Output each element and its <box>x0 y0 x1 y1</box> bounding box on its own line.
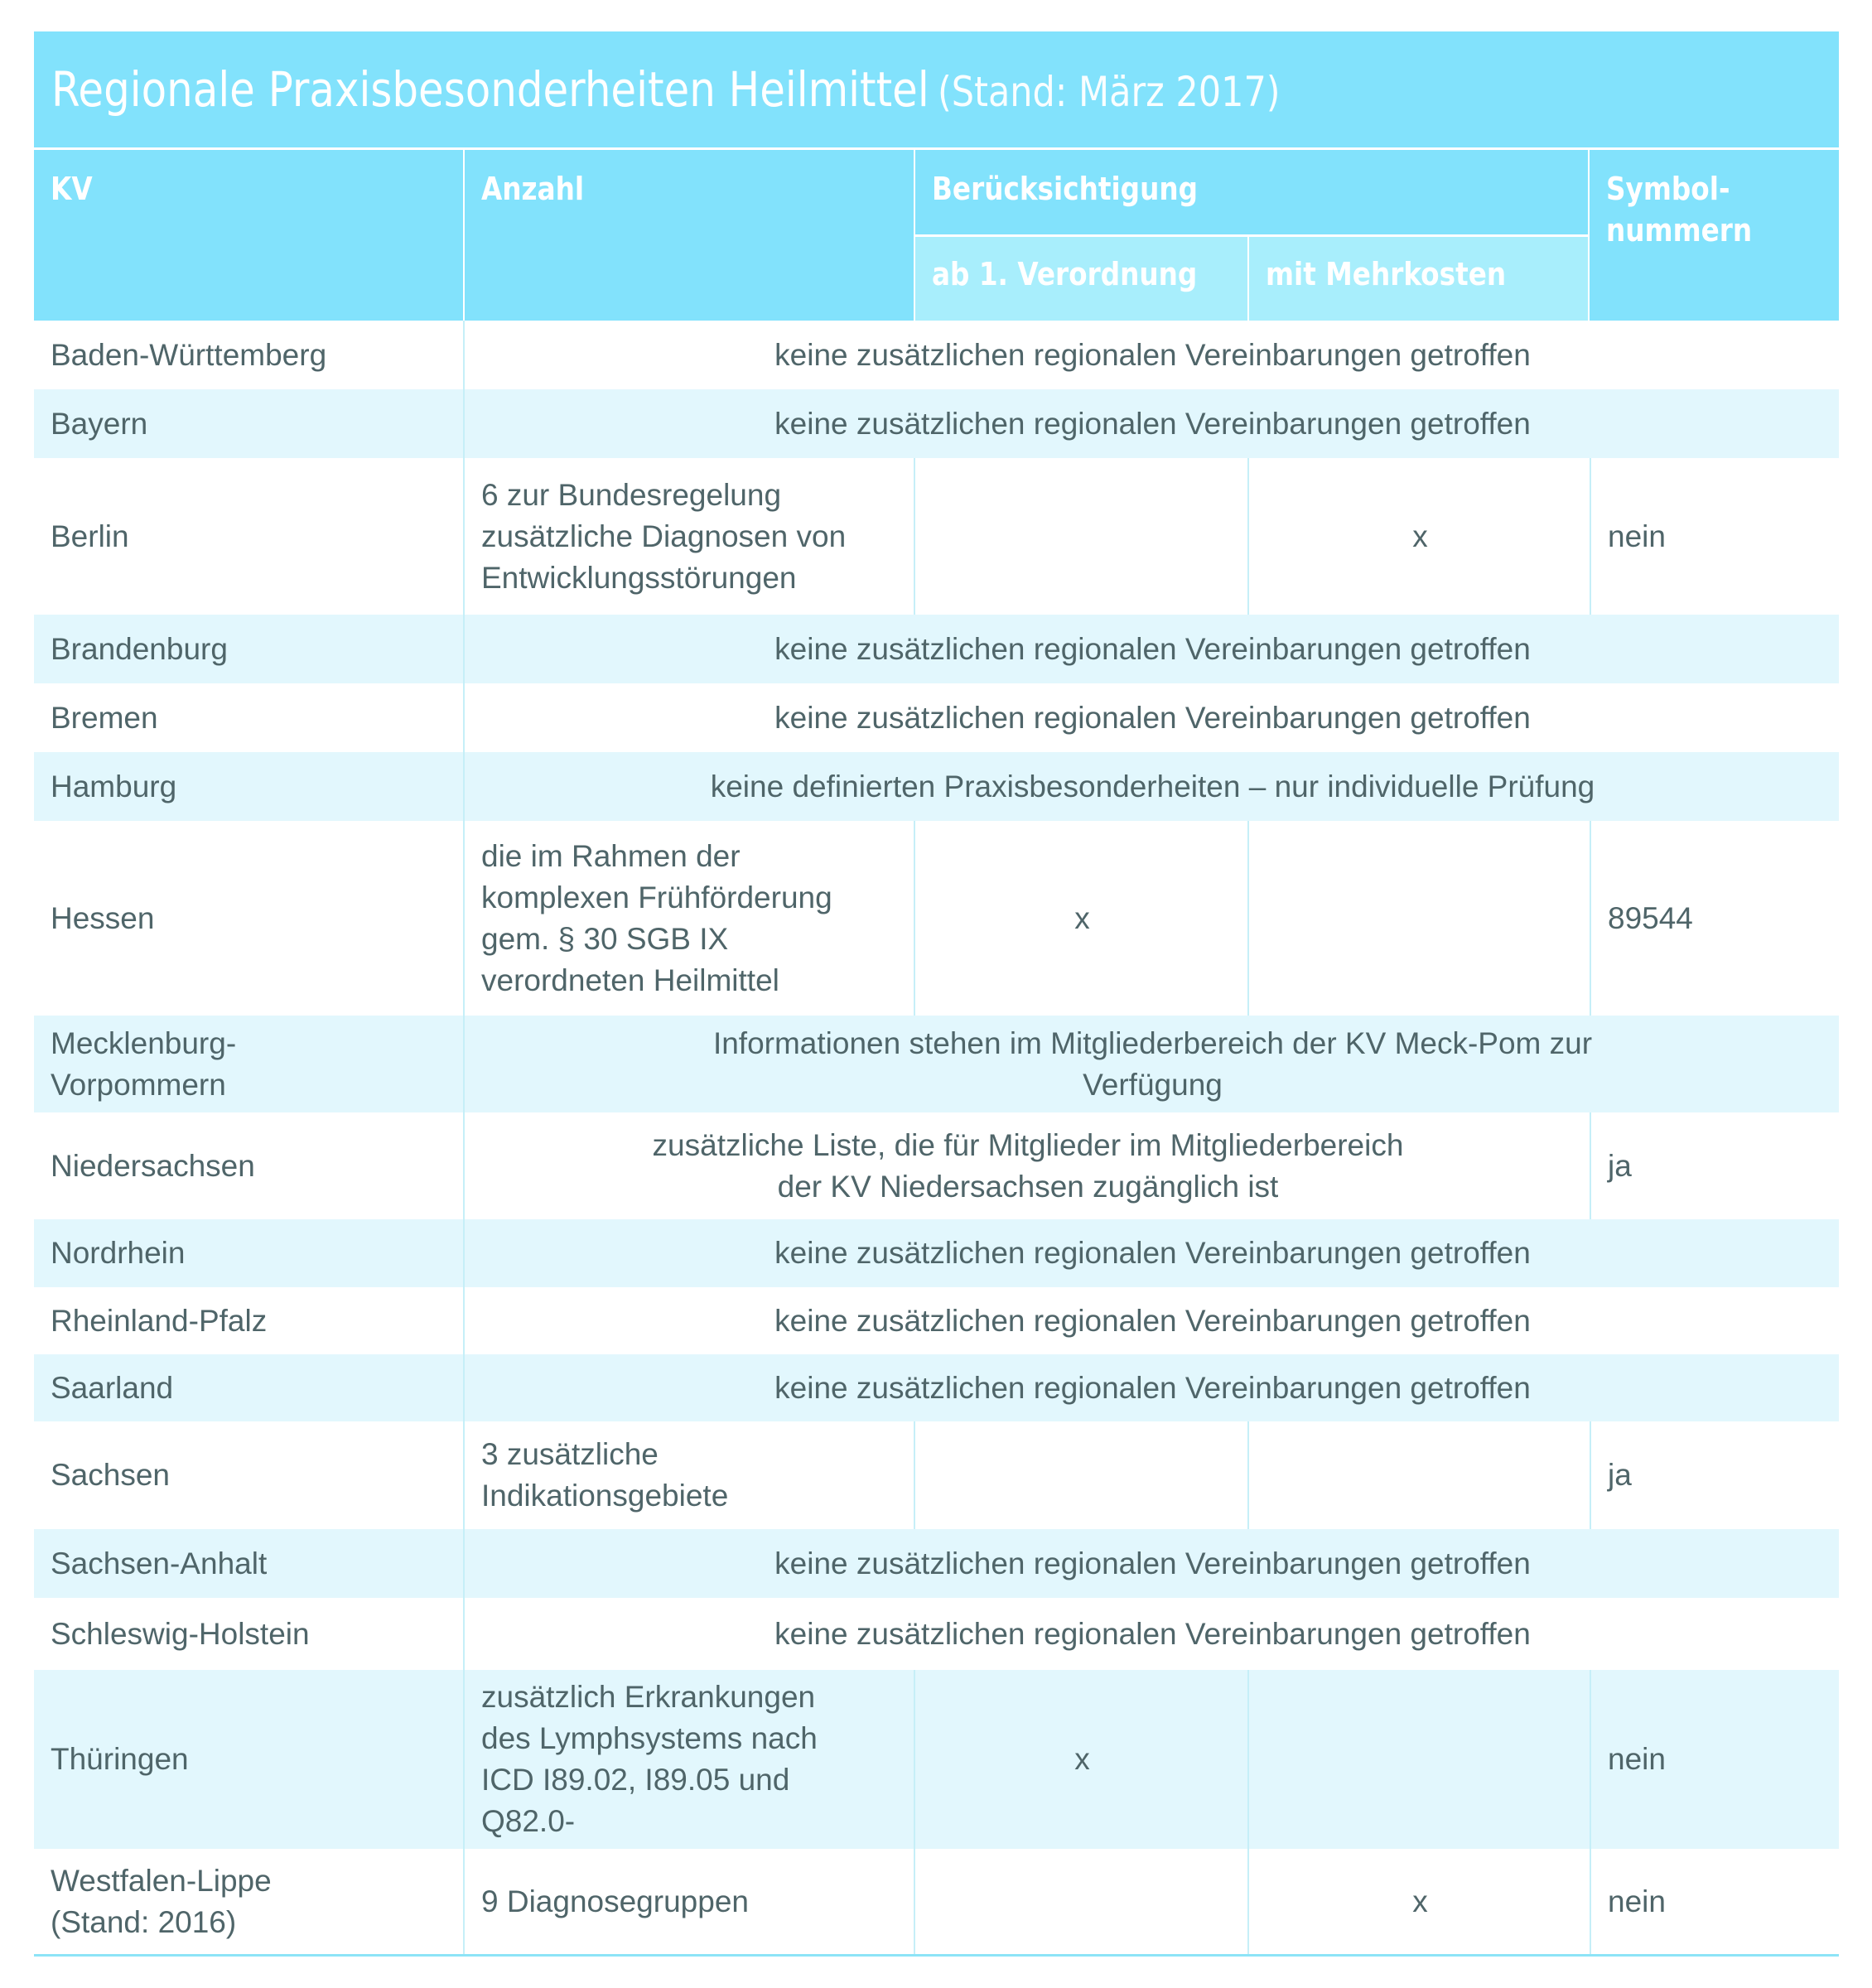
header-mit-mehrkosten <box>1249 237 1588 321</box>
cell-kv-text: Rheinland-Pfalz <box>51 1303 268 1338</box>
table-row <box>34 683 1839 752</box>
cell-kv-text: Mecklenburg- Vorpommern <box>51 1025 237 1102</box>
cell-kv <box>34 1112 463 1219</box>
cell-kv <box>34 1849 463 1954</box>
table-row <box>34 1529 1839 1598</box>
table-row <box>34 1219 1839 1287</box>
cell-kv-text: Baden-Württemberg <box>51 337 327 372</box>
cell-symbolnummer-text: ja <box>1608 1148 1632 1183</box>
cell-note-text: keine zusätzlichen regionalen Vereinbarungen getroffen <box>774 1370 1531 1405</box>
cell-anzahl-text: 3 zusätzliche Indikationsgebiete <box>481 1437 729 1513</box>
cell-note-text: keine zusätzlichen regionalen Vereinbarungen getroffen <box>774 1236 1531 1270</box>
cell-kv-text: Thüringen <box>51 1742 189 1776</box>
cell-kv <box>34 1354 463 1421</box>
cell-note-text: keine zusätzlichen regionalen Vereinbarungen getroffen <box>774 1303 1531 1338</box>
cell-kv <box>34 683 463 752</box>
cell-note <box>463 1112 1590 1219</box>
cell-ab-1-verordnung <box>914 1421 1247 1529</box>
cell-mit-mehrkosten <box>1247 821 1590 1016</box>
header-mit-mehrkosten-label: mit Mehrkosten <box>1266 256 1507 292</box>
cell-mit-mehrkosten <box>1247 1670 1590 1849</box>
cell-anzahl <box>463 458 914 615</box>
cell-kv-text: Nordrhein <box>51 1236 186 1270</box>
cell-note-text: keine zusätzlichen regionalen Vereinbarungen getroffen <box>774 700 1531 735</box>
cell-ab-1-verordnung <box>914 458 1247 615</box>
cell-symbolnummer <box>1590 1849 1839 1954</box>
header-anzahl-label: Anzahl <box>481 171 585 207</box>
table-row <box>34 821 1839 1016</box>
cell-kv <box>34 1287 463 1354</box>
cell-anzahl-text: die im Rahmen der komplexen Frühförderung gem. § 30 SGB IX verordneten Heilmittel <box>481 838 832 997</box>
table-body <box>34 321 1839 1954</box>
title-main: Regionale Praxisbesonderheiten Heilmittel <box>51 61 929 118</box>
header-kv-label: KV <box>51 171 93 207</box>
cell-anzahl <box>463 821 914 1016</box>
cell-kv <box>34 1421 463 1529</box>
cell-note-text: keine zusätzlichen regionalen Vereinbarungen getroffen <box>774 337 1531 372</box>
cell-kv-text: Bremen <box>51 700 158 735</box>
cell-kv <box>34 1016 463 1112</box>
cell-kv <box>34 1219 463 1287</box>
cell-note-text: zusätzliche Liste, die für Mitglieder im Mitgliederbereich der KV Niedersachsen zugänglich ist <box>652 1127 1404 1204</box>
cell-note <box>463 615 1839 683</box>
cell-kv <box>34 458 463 615</box>
cell-anzahl <box>463 1421 914 1529</box>
cell-symbolnummer-text: ja <box>1608 1458 1632 1492</box>
cell-note-text: keine zusätzlichen regionalen Vereinbarungen getroffen <box>774 1616 1531 1651</box>
cell-kv-text: Berlin <box>51 519 129 553</box>
cell-note <box>463 752 1839 821</box>
cell-note-text: keine zusätzlichen regionalen Vereinbarungen getroffen <box>774 1546 1531 1580</box>
table-row <box>34 615 1839 683</box>
cell-kv <box>34 389 463 458</box>
cell-note <box>463 683 1839 752</box>
cell-kv <box>34 1529 463 1598</box>
header-symbolnummern-label: Symbol- nummern <box>1606 171 1753 248</box>
header-ab-1-verordnung <box>915 237 1247 321</box>
cell-symbolnummer <box>1590 458 1839 615</box>
cell-kv <box>34 821 463 1016</box>
cell-symbolnummer-text: nein <box>1608 519 1666 553</box>
cell-anzahl <box>463 1670 914 1849</box>
cell-symbolnummer-text: nein <box>1608 1884 1666 1918</box>
table-row <box>34 1112 1839 1219</box>
cell-mit-mehrkosten-text: x <box>1412 1884 1428 1918</box>
cell-symbolnummer-text: nein <box>1608 1742 1666 1776</box>
cell-note <box>463 1598 1839 1670</box>
cell-kv-text: Schleswig-Holstein <box>51 1616 310 1651</box>
cell-mit-mehrkosten <box>1247 1849 1590 1954</box>
header-ab-1-verordnung-label: ab 1. Verordnung <box>932 256 1198 292</box>
cell-note-text: keine definierten Praxisbesonderheiten – nur individuelle Prüfung <box>710 769 1595 803</box>
cell-mit-mehrkosten-text: x <box>1412 519 1428 553</box>
cell-note-text: keine zusätzlichen regionalen Vereinbarungen getroffen <box>774 406 1531 441</box>
cell-symbolnummer <box>1590 1421 1839 1529</box>
table-row <box>34 321 1839 389</box>
cell-ab-1-verordnung <box>914 821 1247 1016</box>
table-row <box>34 1287 1839 1354</box>
table-bottom-rule <box>34 1954 1839 1957</box>
cell-kv-text: Sachsen <box>51 1458 170 1492</box>
cell-symbolnummer <box>1590 1112 1839 1219</box>
cell-note <box>463 1287 1839 1354</box>
header-beruecksichtigung-label: Berücksichtigung <box>932 171 1198 207</box>
table-row <box>34 1670 1839 1849</box>
header-kv <box>34 150 463 321</box>
table-row <box>34 1598 1839 1670</box>
cell-note <box>463 1219 1839 1287</box>
table-row <box>34 1016 1839 1112</box>
cell-anzahl <box>463 1849 914 1954</box>
cell-mit-mehrkosten <box>1247 458 1590 615</box>
cell-kv-text: Niedersachsen <box>51 1148 255 1183</box>
cell-note <box>463 389 1839 458</box>
cell-note-text: Informationen stehen im Mitgliederbereich der KV Meck-Pom zur Verfügung <box>712 1025 1593 1102</box>
cell-kv-text: Westfalen-Lippe (Stand: 2016) <box>51 1863 272 1939</box>
cell-kv-text: Hamburg <box>51 769 177 803</box>
table-title <box>51 61 1281 118</box>
cell-kv <box>34 752 463 821</box>
cell-kv-text: Bayern <box>51 406 148 441</box>
cell-anzahl-text: zusätzlich Erkrankungen des Lymphsystems nach ICD I89.02, I89.05 und Q82.0- <box>481 1680 818 1838</box>
cell-kv-text: Brandenburg <box>51 631 228 666</box>
cell-ab-1-verordnung-text: x <box>1074 1742 1090 1776</box>
table-row <box>34 1421 1839 1529</box>
cell-mit-mehrkosten <box>1247 1421 1590 1529</box>
table-row <box>34 458 1839 615</box>
cell-note <box>463 1529 1839 1598</box>
cell-symbolnummer <box>1590 1670 1839 1849</box>
cell-note <box>463 1354 1839 1421</box>
praxisbesonderheiten-table <box>34 31 1839 1957</box>
cell-kv <box>34 1598 463 1670</box>
cell-kv <box>34 321 463 389</box>
cell-symbolnummer <box>1590 821 1839 1016</box>
header-anzahl <box>465 150 914 321</box>
cell-symbolnummer-text: 89544 <box>1608 900 1693 935</box>
table-row <box>34 389 1839 458</box>
cell-kv <box>34 615 463 683</box>
cell-note <box>463 1016 1839 1112</box>
table-row <box>34 752 1839 821</box>
cell-note <box>463 321 1839 389</box>
cell-anzahl-text: 6 zur Bundesregelung zusätzliche Diagnosen von Entwicklungsstörungen <box>481 477 847 595</box>
table-header <box>34 147 1839 321</box>
header-beruecksichtigung <box>915 150 1588 234</box>
table-row <box>34 1849 1839 1954</box>
cell-note-text: keine zusätzlichen regionalen Vereinbarungen getroffen <box>774 631 1531 666</box>
cell-ab-1-verordnung <box>914 1670 1247 1849</box>
title-stand-date: (Stand: März 2017) <box>938 68 1281 116</box>
cell-kv <box>34 1670 463 1849</box>
cell-ab-1-verordnung-text: x <box>1074 900 1090 935</box>
header-symbolnummern <box>1590 150 1839 321</box>
cell-kv-text: Saarland <box>51 1370 174 1405</box>
cell-anzahl-text: 9 Diagnosegruppen <box>481 1884 749 1918</box>
table-row <box>34 1354 1839 1421</box>
cell-kv-text: Hessen <box>51 900 155 935</box>
title-band <box>34 31 1839 147</box>
cell-ab-1-verordnung <box>914 1849 1247 1954</box>
cell-kv-text: Sachsen-Anhalt <box>51 1546 268 1580</box>
